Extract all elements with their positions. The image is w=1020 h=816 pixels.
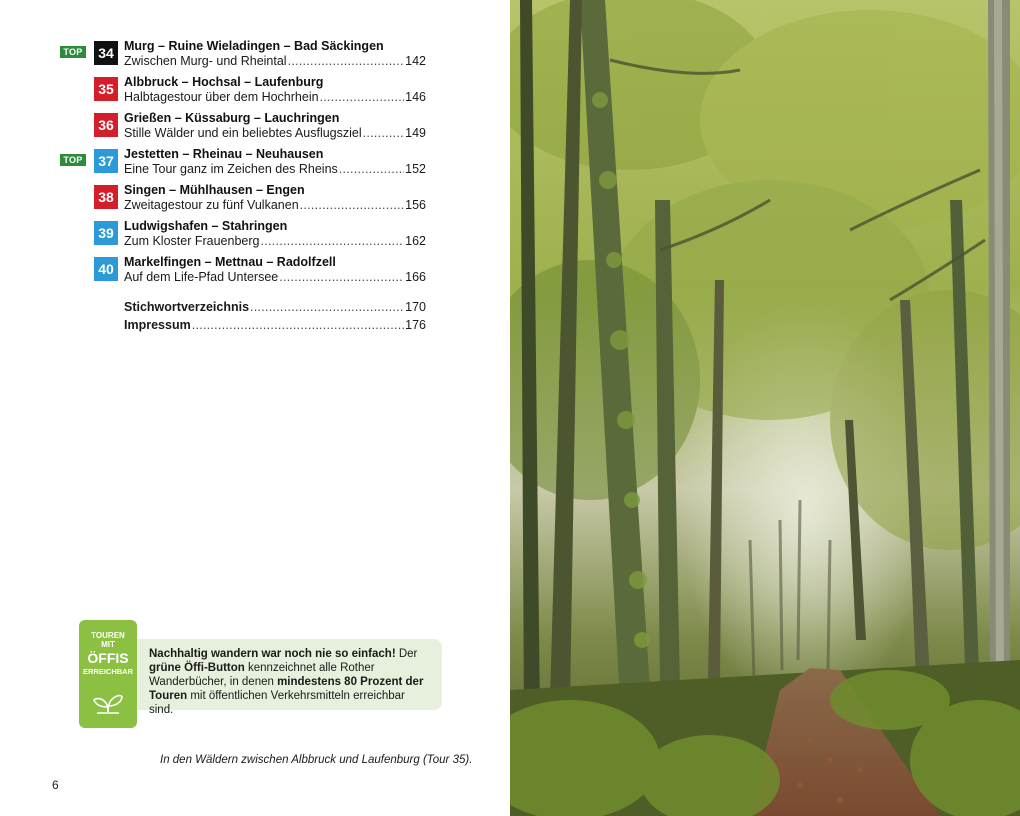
oeffi-text-bold: grüne Öffi-Button: [149, 662, 245, 674]
oeffi-text-plain: mit öffentlichen Verkehrsmitteln erreichbar sind.: [149, 690, 405, 716]
tour-number-badge: 37: [94, 149, 118, 173]
toc-entry-38[interactable]: [60, 182, 426, 218]
leader-dots: [363, 126, 405, 141]
tour-title: Albbruck – Hochsal – Laufenburg: [124, 75, 324, 89]
oeffi-badge-line: TOUREN: [91, 631, 125, 640]
oeffi-badge-line: ERREICHBAR: [82, 667, 133, 676]
page-folio: 6: [52, 778, 59, 792]
leader-dots: [320, 90, 405, 105]
toc-entry-36[interactable]: [60, 110, 426, 146]
table-of-contents: [60, 38, 426, 290]
oeffi-text-bold: Nachhaltig wandern war noch nie so einfach!: [149, 648, 396, 660]
tour-subtitle: Halbtagestour über dem Hochrhein: [124, 90, 319, 104]
tour-title: Ludwigshafen – Stahringen: [124, 219, 288, 233]
oeffi-badge: [79, 620, 137, 728]
tour-subtitle: Auf dem Life-Pfad Untersee: [124, 270, 279, 284]
photo-caption: In den Wäldern zwischen Albbruck und Laufenburg (Tour 35).: [160, 754, 473, 766]
toc-entry-imprint[interactable]: [124, 318, 426, 336]
tour-number-badge: 40: [94, 257, 118, 281]
imprint-label: Impressum: [124, 318, 191, 332]
oeffi-text-plain: kennzeichnet alle Rother Wanderbücher, in denen: [149, 662, 375, 688]
tour-number-badge: 38: [94, 185, 118, 209]
forest-photo: [510, 0, 1020, 816]
toc-entry-40[interactable]: [60, 254, 426, 290]
leader-dots: [300, 198, 405, 213]
page-number: 176: [405, 318, 426, 332]
page-number: 156: [405, 198, 426, 212]
oeffi-badge-line: MIT: [101, 640, 115, 649]
forest-photo-illustration: [510, 0, 1020, 816]
page-number: 146: [405, 90, 426, 104]
tour-title: Grießen – Küssaburg – Lauchringen: [124, 111, 340, 125]
leader-dots: [192, 318, 404, 333]
tour-number-badge: 34: [94, 41, 118, 65]
oeffi-text-plain: Der: [395, 648, 418, 660]
tour-subtitle: Zwischen Murg- und Rheintal: [124, 54, 287, 68]
oeffi-text-bold: mindestens 80 Prozent der Touren: [149, 676, 424, 702]
oeffi-info-box: [137, 639, 442, 716]
tour-number-badge: 39: [94, 221, 118, 245]
top-badge: TOP: [60, 154, 86, 166]
tour-subtitle: Eine Tour ganz im Zeichen des Rheins: [124, 162, 338, 176]
leader-dots: [250, 300, 404, 315]
toc-entry-35[interactable]: [60, 74, 426, 110]
leaf-icon: [93, 690, 123, 714]
leader-dots: [339, 162, 404, 177]
tour-number-badge: 35: [94, 77, 118, 101]
toc-extras: [60, 300, 426, 336]
tour-number-badge: 36: [94, 113, 118, 137]
index-label: Stichwortverzeichnis: [124, 300, 250, 314]
toc-entry-39[interactable]: [60, 218, 426, 254]
leader-dots: [279, 270, 404, 285]
page-number: 162: [405, 234, 426, 248]
tour-subtitle: Stille Wälder und ein beliebtes Ausflugsziel: [124, 126, 362, 140]
page-number: 166: [405, 270, 426, 284]
page-number: 152: [405, 162, 426, 176]
leader-dots: [288, 54, 405, 69]
page-number: 149: [405, 126, 426, 140]
page-number: 170: [405, 300, 426, 314]
oeffi-info-text: [149, 647, 432, 717]
toc-entry-index[interactable]: [124, 300, 426, 318]
leader-dots: [260, 234, 404, 249]
page-number: 142: [405, 54, 426, 68]
tour-subtitle: Zweitagestour zu fünf Vulkanen: [124, 198, 299, 212]
top-badge: TOP: [60, 46, 86, 58]
tour-title: Markelfingen – Mettnau – Radolfzell: [124, 255, 336, 269]
toc-entry-37[interactable]: [60, 146, 426, 182]
tour-subtitle: Zum Kloster Frauenberg: [124, 234, 260, 248]
tour-title: Jestetten – Rheinau – Neuhausen: [124, 147, 324, 161]
toc-entry-34[interactable]: [60, 38, 426, 74]
oeffi-badge-line: ÖFFIS: [87, 650, 129, 666]
tour-title: Murg – Ruine Wieladingen – Bad Säckingen: [124, 39, 384, 53]
tour-title: Singen – Mühlhausen – Engen: [124, 183, 305, 197]
